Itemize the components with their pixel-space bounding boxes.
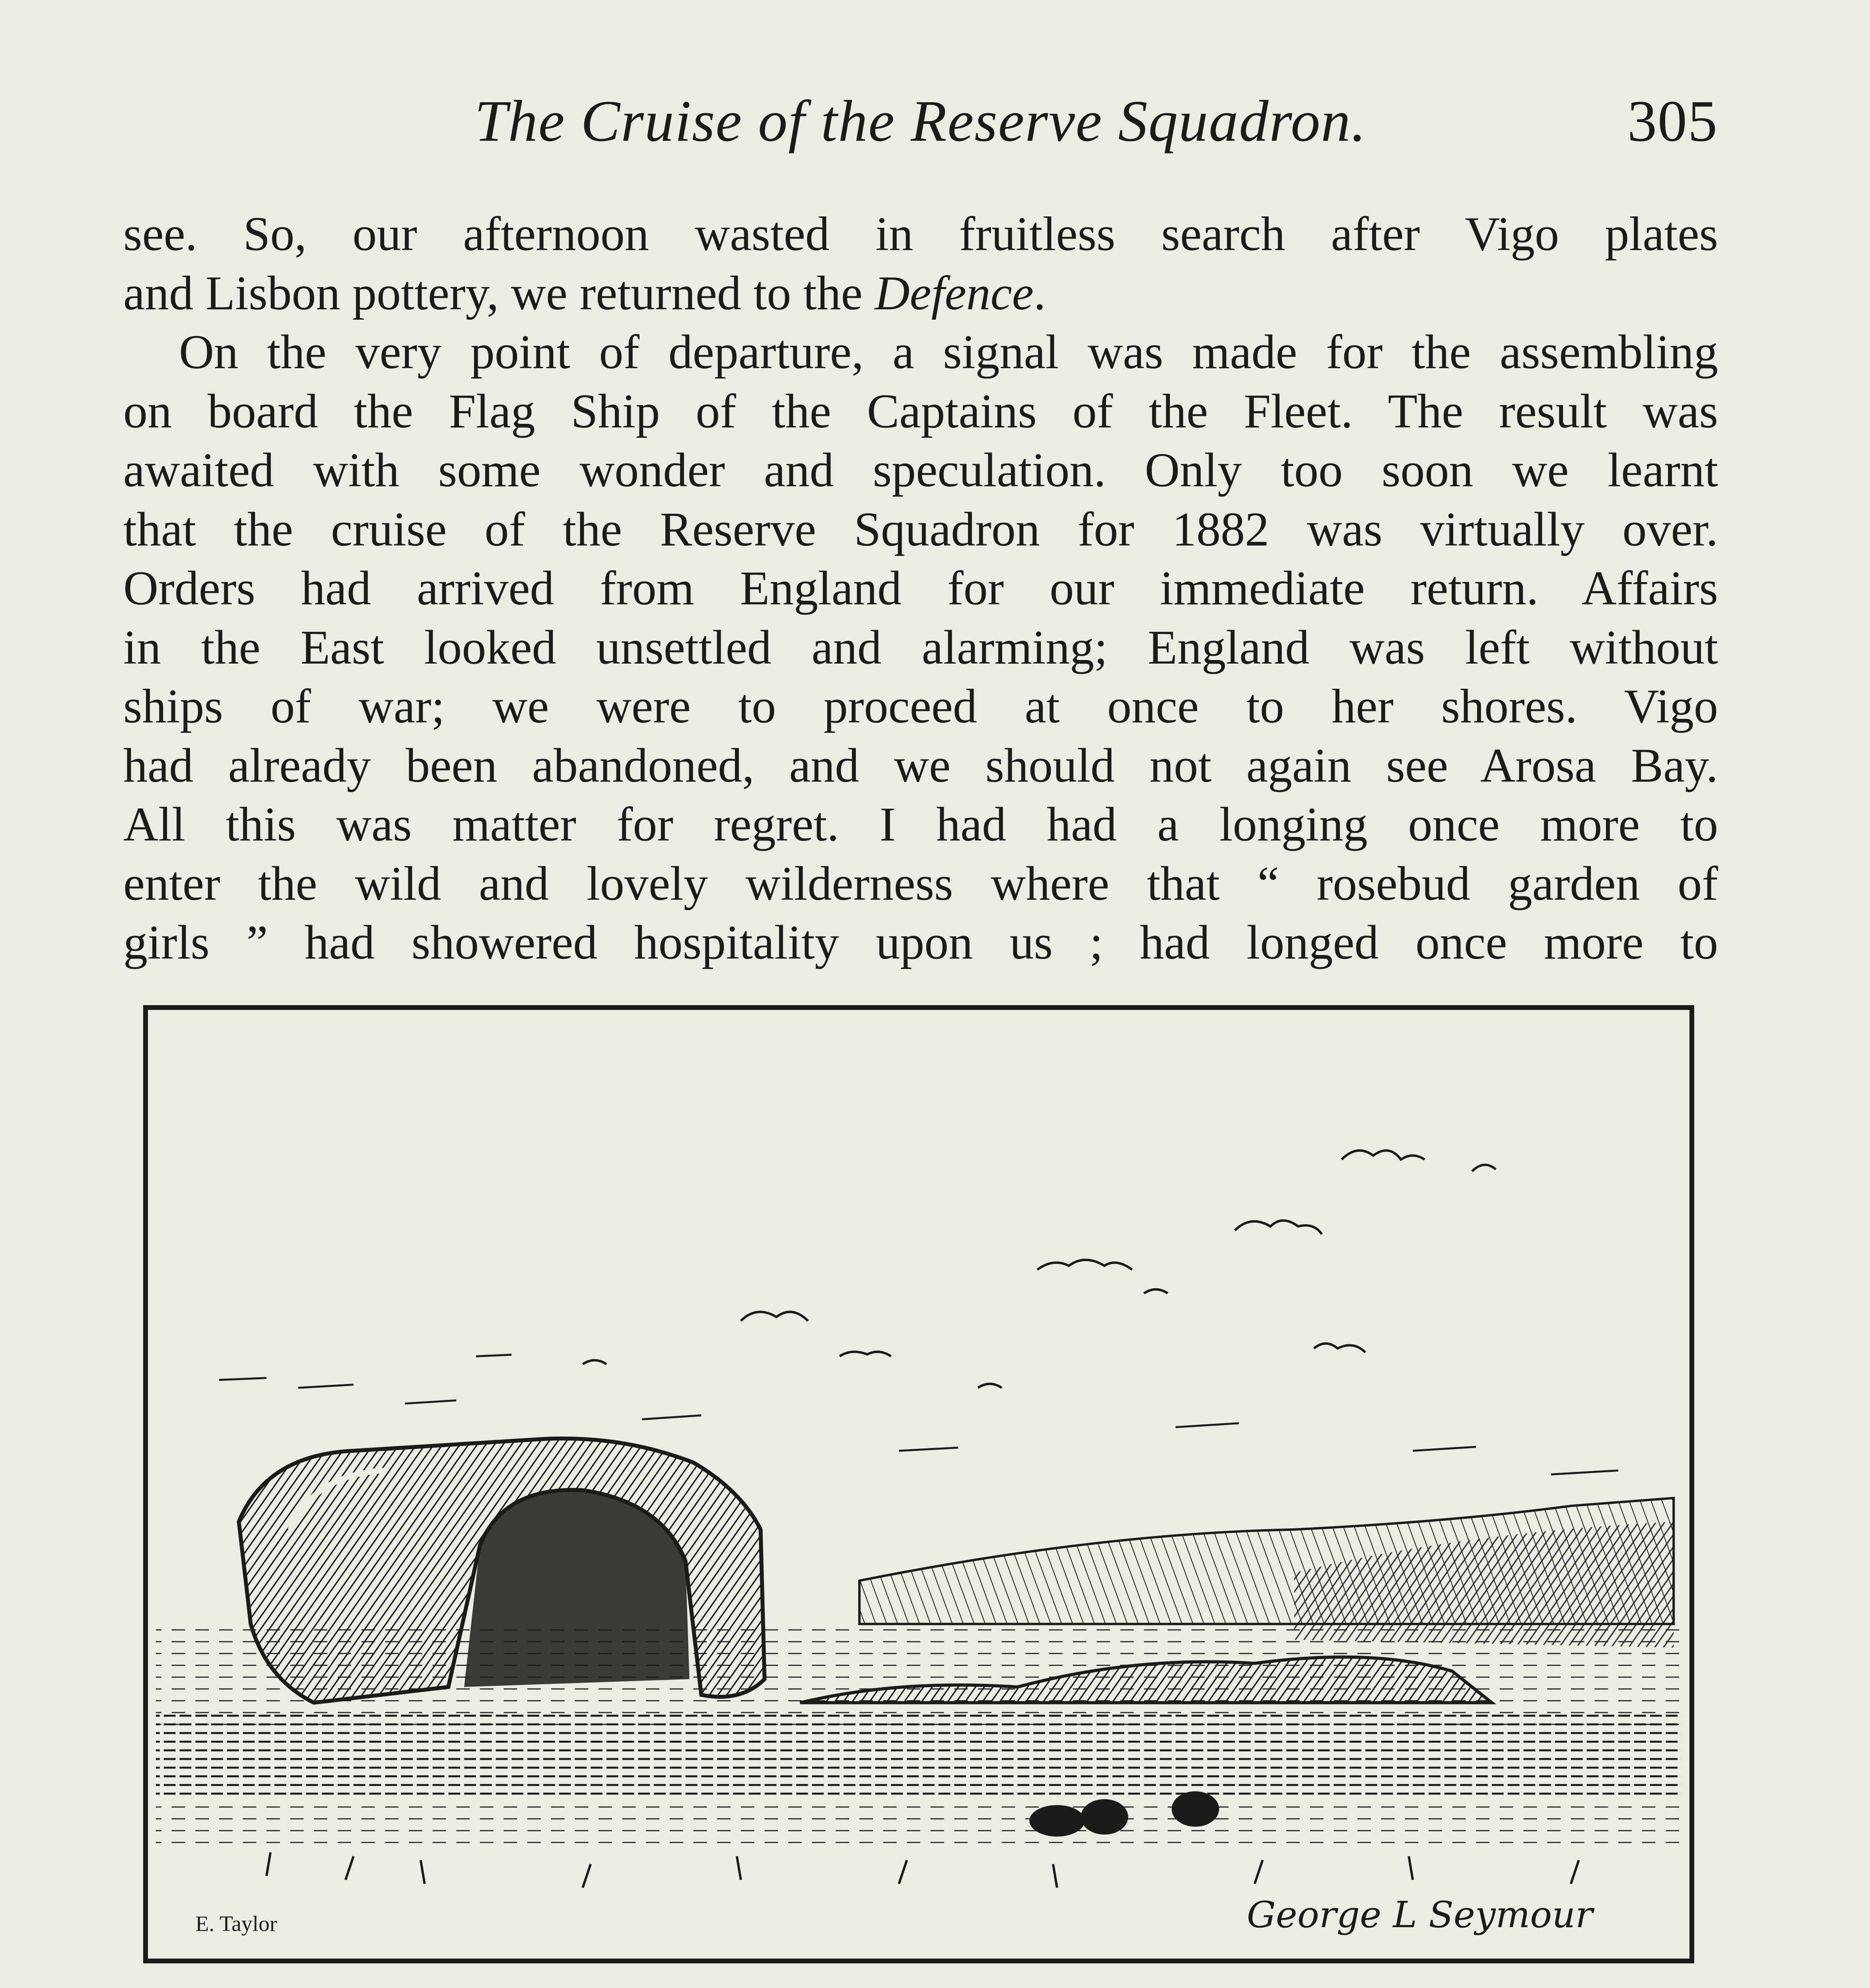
text-line: awaited with some wonder and speculation. Only too soon we learnt (123, 443, 1718, 497)
text-line: see. So, our afternoon wasted in fruitless search after Vigo plates (123, 207, 1718, 261)
artist-signature: George L Seymour (1246, 1893, 1593, 1936)
text-line: All this was matter for regret. I had had a longing once more to (123, 798, 1718, 851)
grass (266, 1852, 1579, 1888)
roman-arch (239, 1439, 765, 1703)
arch-engraving-image (148, 1010, 1689, 1959)
running-head (123, 82, 1718, 161)
engraving-old-roman-arch (143, 1005, 1694, 1963)
text-line: Orders had arrived from England for our immediate return. Affairs (123, 561, 1718, 615)
text-line: that the cruise of the Reserve Squadron for 1882 was virtually over. (123, 502, 1718, 556)
ship-name: Defence (875, 266, 1034, 320)
text-line: had already been abandoned, and we should not again see Arosa Bay. (123, 738, 1718, 792)
text-line: girls ” had showered hospitality upon us ; had longed once more to (123, 916, 1718, 969)
text-line: enter the wild and lovely wilderness where that “ rosebud garden of (123, 856, 1718, 911)
page-number: 305 (1627, 89, 1718, 154)
running-title: The Cruise of the Reserve Squadron. (474, 89, 1367, 154)
clouds (583, 1151, 1496, 1388)
foreground (156, 1710, 1681, 1797)
body-text-top (123, 205, 1718, 973)
text-line: in the East looked unsettled and alarming; England was left without (123, 620, 1718, 674)
text-line: On the very point of departure, a signal was made for the assembling (179, 325, 1718, 379)
text-line: and Lisbon pottery, we returned to the Defence. (123, 266, 1046, 320)
engraver-mark: E. Taylor (195, 1912, 277, 1936)
text-line: on board the Flag Ship of the Captains of the Fleet. The result was (123, 384, 1718, 438)
text-line: ships of war; we were to proceed at once to her shores. Vigo (123, 679, 1718, 733)
